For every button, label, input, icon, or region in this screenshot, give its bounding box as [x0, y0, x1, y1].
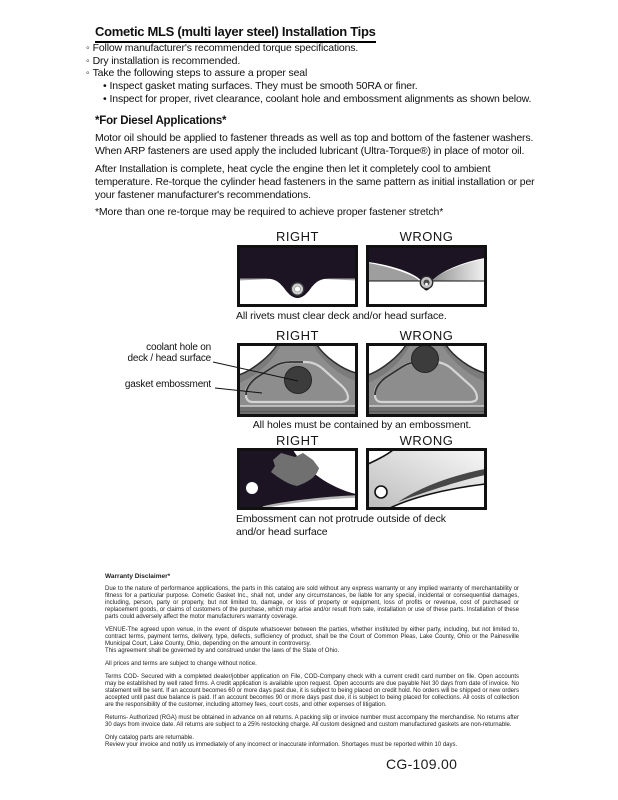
protrusion-right-diagram: [237, 448, 358, 510]
row2-wrong-label: WRONG: [399, 328, 454, 343]
embossment-wrong-diagram: [366, 343, 487, 417]
rivet-wrong-diagram: [366, 245, 487, 307]
tip-bullet: [86, 67, 556, 80]
tip-sub-bullet: [103, 93, 556, 106]
diesel-paragraph-2: After Installation is complete, heat cycle the engine then let it completely cool to ambient temperature. Re-torque the cylinder head fasteners in the same pattern as initial installation or per your fastener manufacturer's recommendations.: [95, 163, 535, 201]
retorque-note: *More than one re-torque may be required to achieve proper fastener stretch*: [95, 206, 444, 218]
page-code: CG-109.00: [386, 756, 458, 772]
installation-tips-list: [86, 42, 556, 106]
warranty-paragraph: Due to the nature of performance applications, the parts in this catalog are sold without any express warranty or any implied warranty of merchantability or fitness for a particular purpose. Cometic Gasket Inc., shall not, under any circumstances, be liable for any special, incidental or consequential damages, including, person, party or property, but not limited to, damage, or loss of property or equipment, loss of profits or revenue, cost of purchased or replacement goods, or claims of customers of the purchase, which may arise and/or result from sale, installation or use of these parts. Installation of these parts could adversely affect the motor manufacturers warranty coverage.: [105, 586, 519, 620]
row2-right-label: RIGHT: [276, 328, 319, 343]
warranty-paragraph: This agreement shall be governed by and construed under the laws of the State of Ohio.: [105, 648, 340, 654]
tip-text: Inspect for proper, rivet clearance, coolant hole and embossment alignments as shown below.: [109, 92, 532, 105]
row3-caption: Embossment can not protrude outside of deck and/or head surface: [236, 513, 446, 538]
warranty-paragraph: Only catalog parts are returnable.: [105, 735, 195, 741]
warranty-disclaimer: [105, 573, 519, 755]
warranty-paragraph: Terms COD- Secured with a completed dealer/jobber application on File, COD-Company check with a current credit card number on file. Open accounts may be established by well rated firms. A credit application is available upon request. Open accounts are due payable Net 30 days from date of invoice. No statement will be sent. If an account becomes 60 or more days past due, it is subject to being placed on credit hold. No orders will be shipped or new orders accepted until past due balance is paid. If an account becomes 90 or more days past due, it is subject to being placed for collections. All costs of collection are the responsibility of the customer, including attorney fees, court costs, and other expenses of litigation.: [105, 674, 519, 708]
gasket-embossment-callout: gasket embossment: [124, 379, 211, 390]
row3-right-label: RIGHT: [276, 433, 319, 448]
row2-caption: All holes must be contained by an embossment.: [252, 419, 472, 431]
tip-text: Inspect gasket mating surfaces. They must be smooth 50RA or finer.: [109, 80, 418, 93]
rivet-right-diagram-svg: [237, 245, 358, 307]
page-title: Cometic MLS (multi layer steel) Installation Tips: [95, 24, 376, 43]
bolt-hole: [246, 482, 258, 494]
tip-bullet: [86, 42, 556, 55]
warranty-paragraph: Review your invoice and notify us immediately of any incorrect or inaccurate information. Shortages must be reported within 10 days.: [105, 742, 458, 748]
diesel-paragraph-1: Motor oil should be applied to fastener threads as well as top and bottom of the fastener washers. When ARP fasteners are used apply the included lubricant (Ultra-Torque®) in place of motor oil.: [95, 132, 534, 157]
tip-bullet: [86, 55, 556, 68]
row1-wrong-label: WRONG: [399, 229, 454, 244]
bolt-hole: [375, 486, 387, 498]
row1-caption: All rivets must clear deck and/or head surface.: [236, 310, 447, 322]
row1-right-label: RIGHT: [276, 229, 319, 244]
diesel-heading: *For Diesel Applications*: [95, 115, 227, 127]
coolant-hole: [412, 346, 439, 373]
protrusion-wrong-diagram: [366, 448, 487, 510]
callout-leader-lines: [205, 350, 305, 400]
tip-text: Follow manufacturer's recommended torque specifications.: [92, 42, 359, 54]
warranty-paragraph: Returns- Authorized (RGA) must be obtained in advance on all returns. A packing slip or invoice number must accompany the merchandise. No returns after 30 days from invoice date. All returns are subject to a 25% restocking charge. All custom designed and custom manufactured gaskets are non-returnable.: [105, 715, 519, 728]
row3-wrong-label: WRONG: [399, 433, 454, 448]
circle-bullet-icon: [86, 67, 93, 79]
tip-text: Dry installation is recommended.: [92, 54, 241, 67]
tip-text: Take the following steps to assure a proper seal: [92, 67, 308, 80]
embossment-wrong-diagram-svg: [366, 343, 487, 417]
rivet-right-diagram: [237, 245, 358, 307]
warranty-heading: Warranty Disclaimer*: [105, 573, 171, 580]
warranty-paragraph: All prices and terms are subject to change without notice.: [105, 661, 257, 667]
circle-bullet-icon: [86, 42, 93, 54]
rivet-wrong-diagram-svg: [366, 245, 487, 307]
protrusion-right-diagram-svg: [237, 448, 358, 510]
tip-sub-bullet: [103, 80, 556, 93]
warranty-paragraph: VENUE-The agreed upon venue, in the event of dispute whatsoever between the parties, whether instituted by either party, including, but not limited to, contract terms, payment terms, delivery, type, defects, sufficiency of product, shall be the Court of Common Pleas, Lake County, Ohio or the Painesville Municipal Court, Lake County, Ohio, depending on the amount in controversy.: [105, 627, 519, 647]
protrusion-wrong-diagram-svg: [366, 448, 487, 510]
coolant-hole-callout: coolant hole on deck / head surface: [127, 342, 211, 364]
circle-bullet-icon: [86, 55, 93, 67]
